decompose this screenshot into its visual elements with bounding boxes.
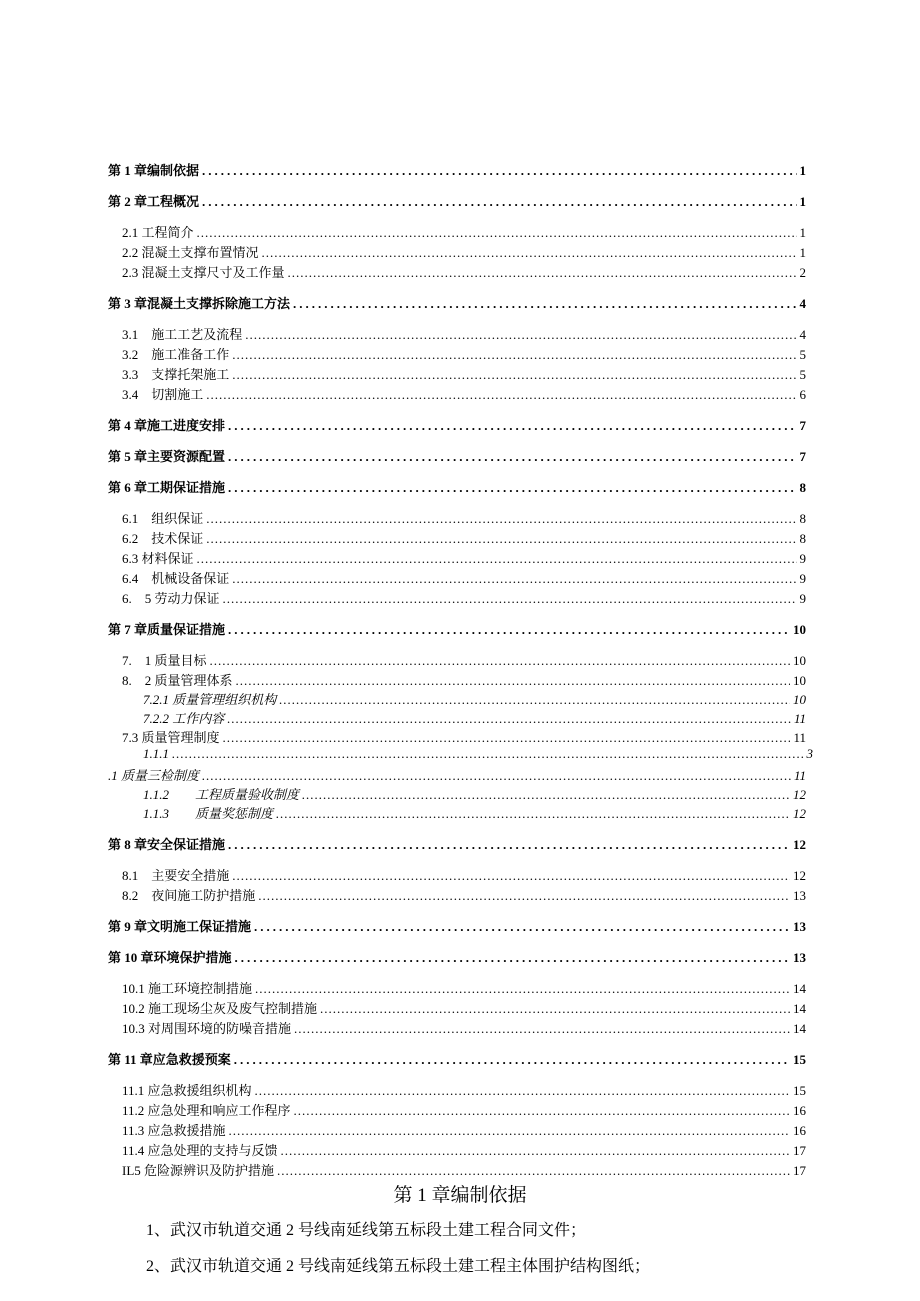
toc-page-number: 5 bbox=[799, 367, 806, 382]
toc-leader-dots bbox=[172, 746, 804, 762]
toc-entry-section[interactable] bbox=[122, 1100, 806, 1118]
toc-label: .1 质量三检制度 bbox=[108, 768, 200, 783]
toc-entry-chapter-1[interactable] bbox=[108, 160, 806, 178]
toc-entry-section[interactable] bbox=[122, 568, 806, 586]
body-paragraph: 1、武汉市轨道交通 2 号线南延线第五标段土建工程合同文件； bbox=[146, 1222, 587, 1239]
toc-leader-dots bbox=[202, 768, 791, 784]
toc-entry-section[interactable] bbox=[122, 528, 806, 546]
toc-entry-section[interactable] bbox=[122, 1140, 806, 1158]
toc-entry-section[interactable] bbox=[122, 508, 806, 526]
toc-entry-section[interactable] bbox=[122, 384, 806, 402]
toc-leader-dots bbox=[228, 480, 796, 496]
toc-label: 8. 2 质量管理体系 bbox=[122, 673, 233, 688]
toc-page-number: 11 bbox=[793, 711, 806, 726]
toc-page-number: 8 bbox=[799, 480, 806, 495]
toc-leader-dots bbox=[294, 1103, 790, 1119]
toc-label: 3.1 施工工艺及流程 bbox=[122, 327, 243, 342]
toc-page-number: 11 bbox=[793, 730, 806, 745]
toc-label: 第 1 章编制依据 bbox=[108, 163, 200, 178]
toc-entry-subsection[interactable] bbox=[143, 803, 806, 821]
toc-leader-dots bbox=[227, 711, 791, 727]
toc-page-number: 17 bbox=[793, 1143, 806, 1158]
toc-leader-dots bbox=[302, 787, 790, 803]
toc-leader-dots bbox=[223, 730, 791, 746]
toc-page-number: 16 bbox=[793, 1103, 806, 1118]
toc-label: 8.1 主要安全措施 bbox=[122, 868, 230, 883]
toc-entry-section[interactable] bbox=[122, 865, 806, 883]
toc-label: 6. 5 劳动力保证 bbox=[122, 591, 220, 606]
toc-page-number: 12 bbox=[793, 837, 806, 852]
toc-label: 8.2 夜间施工防护措施 bbox=[122, 888, 256, 903]
chapter-heading: 第 1 章编制依据 bbox=[393, 1185, 527, 1206]
toc-entry-subsection[interactable] bbox=[108, 765, 806, 783]
toc-page-number: 16 bbox=[793, 1123, 806, 1138]
toc-leader-dots bbox=[232, 367, 796, 383]
toc-entry-chapter-5[interactable] bbox=[108, 446, 806, 464]
toc-entry-section[interactable] bbox=[122, 324, 806, 342]
toc-page-number: 1 bbox=[799, 163, 806, 178]
toc-entry-chapter-4[interactable] bbox=[108, 415, 806, 433]
toc-leader-dots bbox=[245, 327, 796, 343]
toc-entry-chapter-10[interactable] bbox=[108, 947, 806, 965]
toc-label: 11.2 应急处理和响应工作程序 bbox=[122, 1103, 291, 1118]
toc-entry-section[interactable] bbox=[122, 222, 806, 240]
toc-entry-chapter-6[interactable] bbox=[108, 477, 806, 495]
toc-label: 第 11 章应急救援预案 bbox=[108, 1052, 231, 1067]
toc-leader-dots bbox=[236, 673, 790, 689]
toc-label: 3.3 支撑托架施工 bbox=[122, 367, 230, 382]
toc-page-number: 1 bbox=[799, 245, 806, 260]
toc-entry-chapter-9[interactable] bbox=[108, 916, 806, 934]
toc-leader-dots bbox=[206, 387, 796, 403]
toc-page-number: 14 bbox=[793, 981, 806, 996]
toc-label: 第 5 章主要资源配置 bbox=[108, 449, 226, 464]
toc-page-number: 6 bbox=[799, 387, 806, 402]
toc-entry-section[interactable] bbox=[122, 588, 806, 606]
toc-page-number: 4 bbox=[799, 296, 806, 311]
toc-label: 11.4 应急处理的支持与反馈 bbox=[122, 1143, 278, 1158]
toc-leader-dots bbox=[255, 981, 790, 997]
toc-page-number: 11 bbox=[793, 768, 806, 783]
toc-leader-dots bbox=[235, 950, 790, 966]
toc-entry-section[interactable] bbox=[122, 1018, 806, 1036]
toc-page-number: 14 bbox=[793, 1021, 806, 1036]
toc-leader-dots bbox=[202, 194, 796, 210]
toc-page-number: 12 bbox=[793, 787, 806, 802]
toc-label: 1.1.2 工程质量验收制度 bbox=[143, 787, 300, 802]
toc-page-number: 10 bbox=[793, 692, 806, 707]
toc-leader-dots bbox=[232, 571, 796, 587]
toc-page-number: 10 bbox=[793, 673, 806, 688]
toc-label: 6.3 材料保证 bbox=[122, 551, 194, 566]
toc-page-number: 15 bbox=[793, 1083, 806, 1098]
toc-label: 11.3 应急救援措施 bbox=[122, 1123, 226, 1138]
toc-entry-section[interactable] bbox=[122, 885, 806, 903]
toc-entry-section[interactable] bbox=[122, 978, 806, 996]
toc-leader-dots bbox=[223, 591, 797, 607]
toc-label: 第 4 章施工进度安排 bbox=[108, 418, 226, 433]
toc-label: 第 7 章质量保证措施 bbox=[108, 622, 226, 637]
toc-label: 11.1 应急救援组织机构 bbox=[122, 1083, 252, 1098]
toc-leader-dots bbox=[258, 888, 790, 904]
toc-page-number: 12 bbox=[793, 868, 806, 883]
toc-label: 第 10 章环境保护措施 bbox=[108, 950, 232, 965]
toc-leader-dots bbox=[234, 1052, 790, 1068]
toc-leader-dots bbox=[229, 1123, 790, 1139]
toc-entry-chapter-7[interactable] bbox=[108, 619, 806, 637]
toc-label: 第 3 章混凝土支撑拆除施工方法 bbox=[108, 296, 291, 311]
toc-label: 10.2 施工现场尘灰及废气控制措施 bbox=[122, 1001, 318, 1016]
toc-label: 7. 1 质量目标 bbox=[122, 653, 207, 668]
toc-leader-dots bbox=[228, 449, 796, 465]
toc-entry-section[interactable] bbox=[122, 262, 806, 280]
toc-page-number: 9 bbox=[799, 571, 806, 586]
toc-label: 第 6 章工期保证措施 bbox=[108, 480, 226, 495]
toc-page-number: 10 bbox=[793, 622, 806, 637]
toc-page-number: 5 bbox=[799, 347, 806, 362]
toc-page-number: 17 bbox=[793, 1163, 806, 1178]
toc-page-number: 8 bbox=[799, 531, 806, 546]
toc-entry-section[interactable] bbox=[122, 1160, 806, 1178]
toc-leader-dots bbox=[206, 531, 796, 547]
toc-entry-section[interactable] bbox=[122, 1080, 806, 1098]
toc-leader-dots bbox=[254, 919, 790, 935]
toc-leader-dots bbox=[232, 868, 790, 884]
toc-page-number: 9 bbox=[799, 551, 806, 566]
toc-page-number: 12 bbox=[793, 806, 806, 821]
toc-label: 1.1.3 质量奖惩制度 bbox=[143, 806, 274, 821]
toc-label: 1.1.1 bbox=[143, 746, 169, 761]
toc-entry-subsection[interactable] bbox=[143, 689, 806, 707]
toc-leader-dots bbox=[281, 1143, 790, 1159]
body-paragraph: 2、武汉市轨道交通 2 号线南延线第五标段土建工程主体围护结构图纸； bbox=[146, 1258, 651, 1275]
toc-label: 10.3 对周围环境的防噪音措施 bbox=[122, 1021, 292, 1036]
toc-page-number: 4 bbox=[799, 327, 806, 342]
toc-entry-chapter-11[interactable] bbox=[108, 1049, 806, 1067]
toc-leader-dots bbox=[277, 1163, 790, 1179]
toc-leader-dots bbox=[288, 265, 797, 281]
toc-leader-dots bbox=[197, 551, 797, 567]
toc-page-number: 3 bbox=[806, 746, 813, 761]
toc-page-number: 9 bbox=[799, 591, 806, 606]
toc-entry-subsection[interactable] bbox=[143, 746, 813, 764]
toc-entry-chapter-2[interactable] bbox=[108, 191, 806, 209]
toc-page-number: 13 bbox=[793, 888, 806, 903]
toc-entry-subsection[interactable] bbox=[143, 708, 806, 726]
toc-page-number: 7 bbox=[799, 418, 806, 433]
toc-label: 第 2 章工程概况 bbox=[108, 194, 200, 209]
toc-label: 3.2 施工准备工作 bbox=[122, 347, 230, 362]
toc-label: 10.1 施工环境控制措施 bbox=[122, 981, 253, 996]
toc-page-number: 2 bbox=[799, 265, 806, 280]
toc-label: 6.2 技术保证 bbox=[122, 531, 204, 546]
toc-entry-section[interactable] bbox=[122, 242, 806, 260]
toc-page-number: 8 bbox=[799, 511, 806, 526]
toc-entry-section[interactable] bbox=[122, 344, 806, 362]
toc-entry-section[interactable] bbox=[122, 727, 806, 745]
toc-leader-dots bbox=[202, 163, 796, 179]
toc-label: 7.2.1 质量管理组织机构 bbox=[143, 692, 277, 707]
toc-leader-dots bbox=[206, 511, 796, 527]
toc-entry-section[interactable] bbox=[122, 1120, 806, 1138]
toc-leader-dots bbox=[279, 692, 790, 708]
toc-leader-dots bbox=[262, 245, 797, 261]
toc-label: IL5 危险源辨识及防护措施 bbox=[122, 1163, 275, 1178]
toc-page-number: 1 bbox=[799, 194, 806, 209]
toc-entry-section[interactable] bbox=[122, 364, 806, 382]
toc-label: 6.4 机械设备保证 bbox=[122, 571, 230, 586]
toc-label: 第 8 章安全保证措施 bbox=[108, 837, 226, 852]
toc-page-number: 14 bbox=[793, 1001, 806, 1016]
toc-leader-dots bbox=[228, 418, 796, 434]
toc-leader-dots bbox=[210, 653, 790, 669]
toc-label: 2.3 混凝土支撑尺寸及工作量 bbox=[122, 265, 285, 280]
toc-entry-chapter-8[interactable] bbox=[108, 834, 806, 852]
toc-label: 7.2.2 工作内容 bbox=[143, 711, 225, 726]
toc-leader-dots bbox=[228, 622, 790, 638]
toc-label: 6.1 组织保证 bbox=[122, 511, 204, 526]
toc-page-number: 13 bbox=[793, 950, 806, 965]
toc-entry-section[interactable] bbox=[122, 548, 806, 566]
toc-page-number: 10 bbox=[793, 653, 806, 668]
toc-page-number: 15 bbox=[793, 1052, 806, 1067]
toc-entry-chapter-3[interactable] bbox=[108, 293, 806, 311]
toc-leader-dots bbox=[232, 347, 796, 363]
toc-page-number: 1 bbox=[799, 225, 806, 240]
toc-label: 第 9 章文明施工保证措施 bbox=[108, 919, 252, 934]
toc-label: 2.1 工程简介 bbox=[122, 225, 194, 240]
toc-page-number: 13 bbox=[793, 919, 806, 934]
toc-entry-section[interactable] bbox=[122, 998, 806, 1016]
toc-leader-dots bbox=[276, 806, 790, 822]
toc-entry-section[interactable] bbox=[122, 670, 806, 688]
toc-label: 3.4 切割施工 bbox=[122, 387, 204, 402]
toc-label: 7.3 质量管理制度 bbox=[122, 730, 220, 745]
toc-leader-dots bbox=[294, 1021, 790, 1037]
toc-entry-section[interactable] bbox=[122, 650, 806, 668]
toc-leader-dots bbox=[293, 296, 796, 312]
toc-label: 2.2 混凝土支撑布置情况 bbox=[122, 245, 259, 260]
toc-leader-dots bbox=[320, 1001, 790, 1017]
toc-leader-dots bbox=[197, 225, 797, 241]
toc-page-number: 7 bbox=[799, 449, 806, 464]
toc-leader-dots bbox=[255, 1083, 790, 1099]
toc-leader-dots bbox=[228, 837, 790, 853]
toc-entry-subsection[interactable] bbox=[143, 784, 806, 802]
